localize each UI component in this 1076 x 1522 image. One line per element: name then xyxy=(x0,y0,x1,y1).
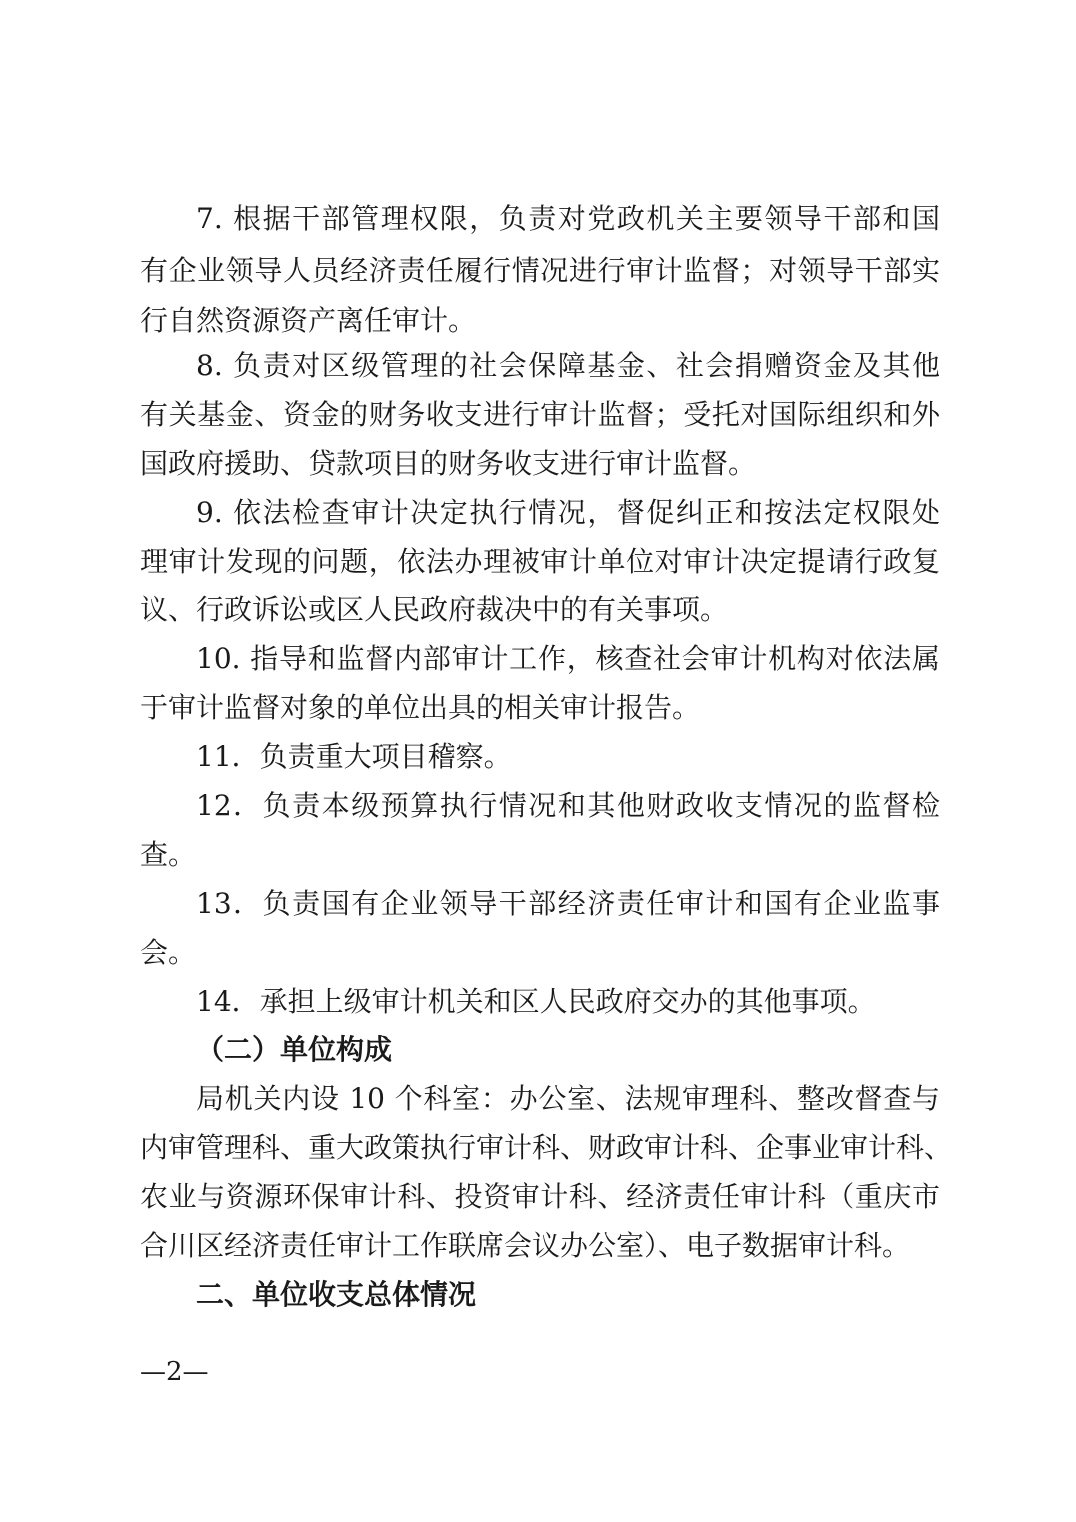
text-line: 有关基金、资金的财务收支进行审计监督；受托对国际组织和外 xyxy=(140,398,940,431)
text-line: 11．负责重大项目稽察。 xyxy=(196,740,512,773)
text-line: 局机关内设 10 个科室：办公室、法规审理科、整改督查与 xyxy=(196,1082,940,1115)
text-line: 农业与资源环保审计科、投资审计科、经济责任审计科（重庆市 xyxy=(140,1180,940,1213)
text-line: 12．负责本级预算执行情况和其他财政收支情况的监督检 xyxy=(196,789,940,822)
text-line: 于审计监督对象的单位出具的相关审计报告。 xyxy=(140,691,701,724)
text-line: 有企业领导人员经济责任履行情况进行审计监督；对领导干部实 xyxy=(140,254,940,287)
text-line: 国政府援助、贷款项目的财务收支进行审计监督。 xyxy=(140,447,757,480)
page-number: —2— xyxy=(140,1357,209,1387)
text-line: 8. 负责对区级管理的社会保障基金、社会捐赠资金及其他 xyxy=(196,349,940,382)
text-line: 合川区经济责任审计工作联席会议办公室）、电子数据审计科。 xyxy=(140,1229,911,1262)
section-heading: 二、单位收支总体情况 xyxy=(196,1278,477,1311)
text-line: 议、行政诉讼或区人民政府裁决中的有关事项。 xyxy=(140,593,729,626)
text-line: 查。 xyxy=(140,838,197,871)
text-line: 10. 指导和监督内部审计工作，核查社会审计机构对依法属 xyxy=(196,642,940,675)
text-line: 理审计发现的问题，依法办理被审计单位对审计决定提请行政复 xyxy=(140,545,940,578)
text-line: 行自然资源资产离任审计。 xyxy=(140,304,477,337)
text-line: 9. 依法检查审计决定执行情况，督促纠正和按法定权限处 xyxy=(196,496,940,529)
section-heading: （二）单位构成 xyxy=(196,1033,393,1066)
text-line: 14．承担上级审计机关和区人民政府交办的其他事项。 xyxy=(196,985,876,1018)
text-line: 内审管理科、重大政策执行审计科、财政审计科、企事业审计科、 xyxy=(140,1131,953,1164)
text-line: 7. 根据干部管理权限，负责对党政机关主要领导干部和国 xyxy=(196,202,940,235)
text-line: 13．负责国有企业领导干部经济责任审计和国有企业监事 xyxy=(196,887,940,920)
text-line: 会。 xyxy=(140,936,197,969)
